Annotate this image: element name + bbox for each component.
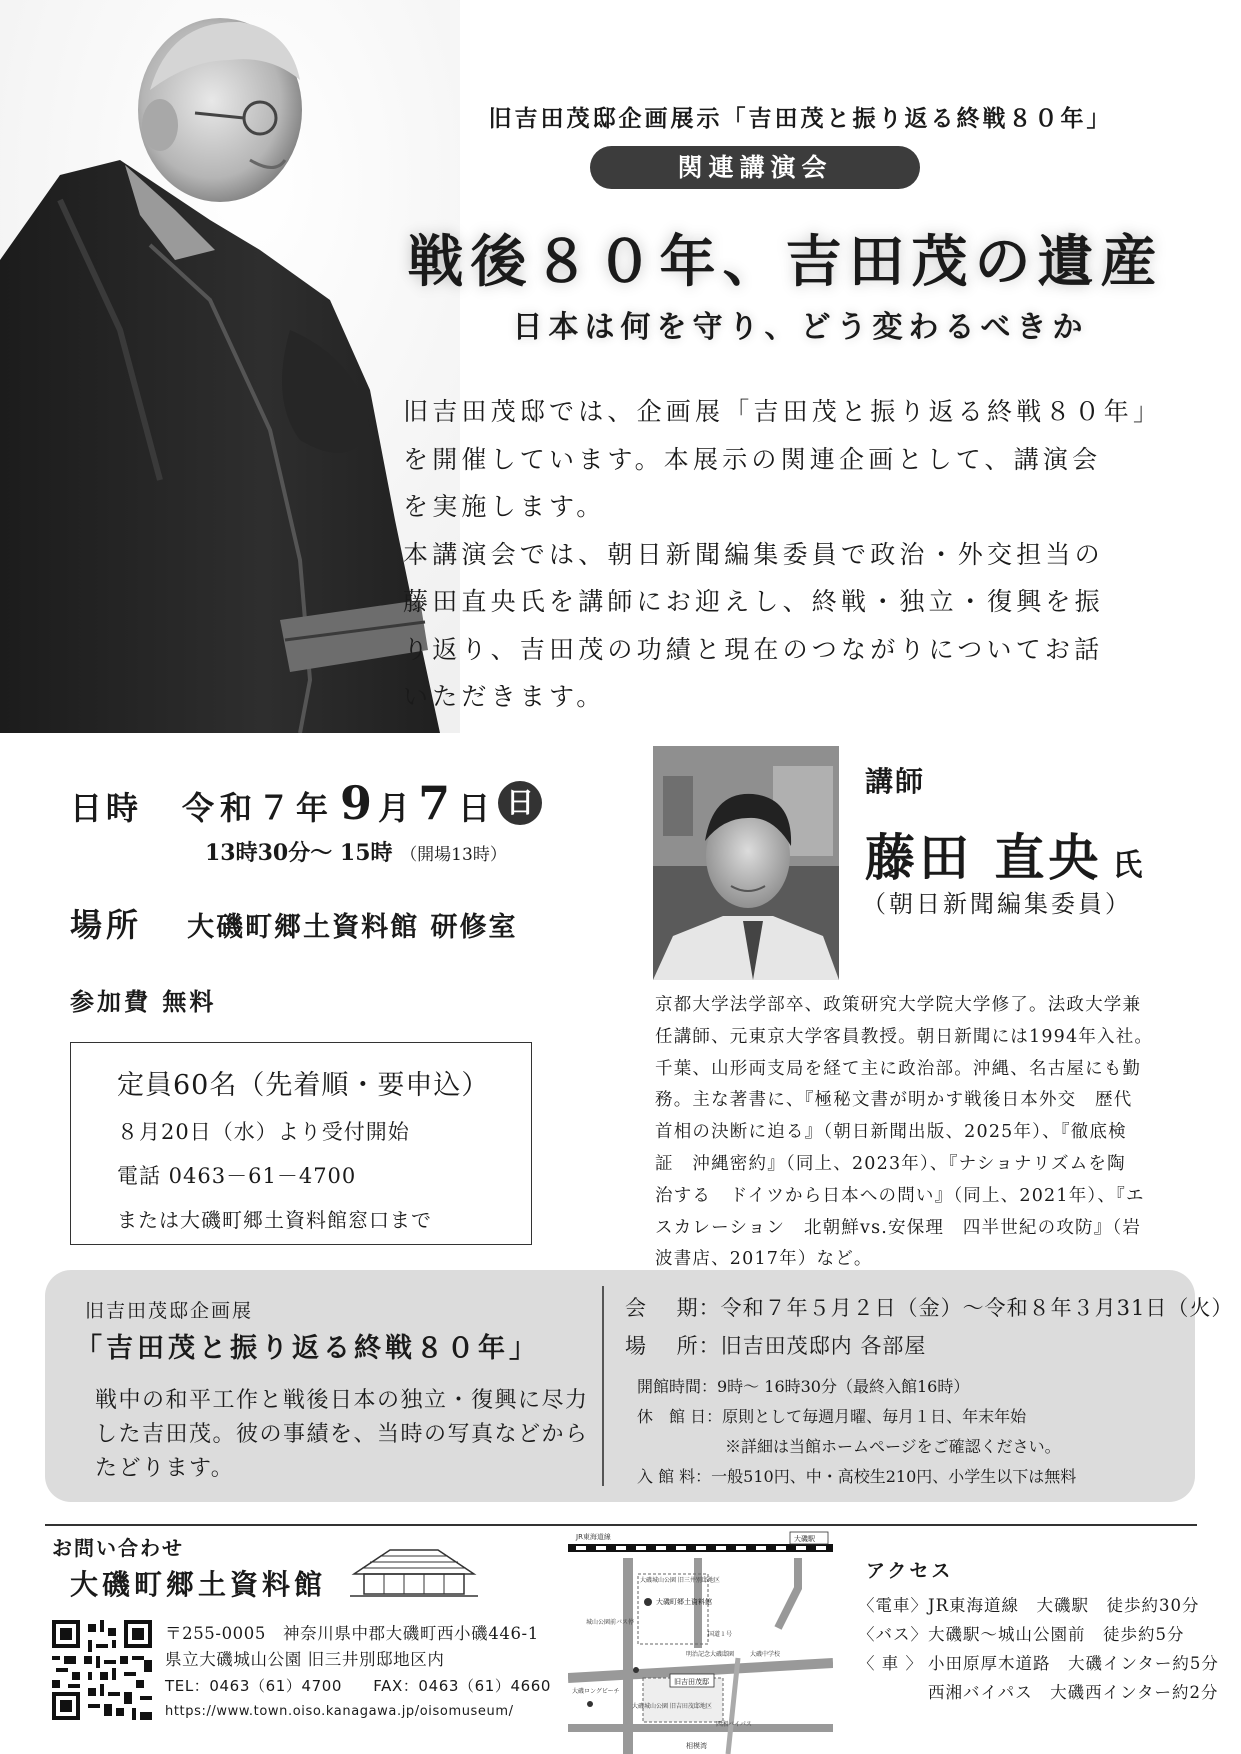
map-ito: 明治記念大磯邸園	[686, 1651, 735, 1658]
lecturer-bio	[655, 990, 1185, 1276]
bio-line: 首相の決断に迫る』（朝日新聞出版、2025年）、『徹底検	[655, 1122, 1127, 1143]
map-bypass: 西湘バイパス	[716, 1721, 752, 1728]
date-month: 月	[378, 789, 411, 827]
phone-text: 電話 0463－61－4700	[117, 1164, 357, 1188]
registration-box	[70, 1042, 532, 1245]
exhibition-description	[95, 1384, 589, 1486]
exhibition-label: 旧吉田茂邸企画展	[85, 1300, 254, 1322]
date-day-number: 7	[418, 776, 451, 830]
page-title: 戦後８０年、吉田茂の遺産	[407, 229, 1164, 295]
panel-divider	[602, 1286, 604, 1486]
map-school: 大磯中学校	[750, 1651, 781, 1658]
desc-line: した吉田茂。彼の事績を、当時の写真などから	[95, 1422, 589, 1447]
bio-line: 京都大学法学部卒、政策研究大学院大学修了。法政大学兼	[655, 995, 1142, 1015]
intro-line: いただきます。	[403, 682, 606, 711]
access-bus	[858, 1621, 1185, 1645]
museum-name: 大磯町郷土資料館	[70, 1568, 327, 1601]
access-train	[858, 1592, 1200, 1616]
lecturer-name	[865, 818, 1146, 890]
contact-label: お問い合わせ	[52, 1536, 184, 1560]
exhibition-panel	[45, 1270, 1234, 1502]
access-route: 小田原厚木道路 大磯インター約5分	[928, 1654, 1219, 1673]
window-text: または大磯町郷土資料館窓口まで	[117, 1208, 432, 1232]
intro-line: り返り、吉田茂の功績と現在のつながりについてお話	[403, 634, 1104, 664]
bio-line: スカレーション 北朝鮮vs.安保理 四半世紀の攻防』（岩	[655, 1217, 1142, 1238]
event-place	[70, 900, 518, 946]
exhibition-closed-note: ※詳細は当館ホームページをご確認ください。	[725, 1437, 1061, 1456]
intro-line: を開催しています。本展示の関連企画として、講演会	[403, 444, 1102, 474]
place-value: 大磯町郷土資料館 研修室	[187, 912, 518, 943]
bio-line: 波書店、2017年）など。	[655, 1249, 873, 1270]
exhibition-title: 「吉田茂と振り返る終戦８０年」	[75, 1333, 540, 1364]
map-station: 大磯駅	[794, 1535, 815, 1543]
intro-line: 本講演会では、朝日新聞編集委員で政治・外交担当の	[403, 539, 1104, 569]
exhibition-admission: 入 館 料：一般510円、中・高校生210円、小学生以下は無料	[637, 1467, 1077, 1486]
access-route: JR東海道線 大磯駅 徒歩約30分	[928, 1596, 1200, 1615]
access-car-2	[858, 1679, 1219, 1703]
museum-building-icon	[350, 1546, 478, 1598]
access-label: アクセス	[866, 1560, 954, 1582]
map-highway: 国道１号	[708, 1631, 733, 1638]
date-day: 日	[458, 789, 491, 827]
bio-line: 治する ドイツから日本への問い』（同上、2021年）、『エ	[655, 1185, 1145, 1206]
map-sea: 相模湾	[686, 1742, 707, 1750]
exhibition-venue: 場 所：旧吉田茂邸内 各部屋	[625, 1334, 927, 1358]
intro-line: を実施します。	[403, 492, 606, 521]
capacity-text: 定員60名（先着順・要申込）	[117, 1070, 490, 1101]
bio-line: 務。主な著書に、『極秘文書が明かす戦後日本外交 歴代	[655, 1090, 1133, 1111]
bio-line: 千葉、山形両支局を経て主に政治部。沖縄、名古屋にも勤	[655, 1058, 1142, 1079]
page-subtitle: 日本は何を守り、どう変わるべきか	[512, 310, 1089, 345]
map-bus-stop: 城山公園前バス停	[586, 1619, 635, 1626]
event-time	[205, 836, 507, 867]
map-park-north: 大磯城山公園 旧三井別邸地区	[640, 1577, 720, 1584]
access-mode: 〈 車 〉	[858, 1654, 923, 1673]
intro-line: 旧吉田茂邸では、企画展「吉田茂と振り返る終戦８０年」	[403, 397, 1163, 426]
event-type-pill: 関連講演会	[590, 146, 920, 189]
weekday-badge: 日	[498, 781, 542, 825]
intro-line: 藤田直央氏を講師にお迎えし、終戦・独立・復興を振	[403, 587, 1104, 616]
access-route: 西湘バイパス 大磯西インター約2分	[928, 1683, 1219, 1702]
lecturer-name-text: 藤田 直央	[865, 828, 1103, 887]
phone-fax: TEL：0463（61）4700 FAX：0463（61）4660	[165, 1677, 552, 1695]
lecturer-photo	[653, 746, 839, 980]
date-label: 日時	[70, 789, 143, 827]
date-era: 令和７年	[182, 789, 335, 827]
footer-divider	[45, 1524, 1197, 1526]
time-note: （開場13時）	[400, 845, 507, 865]
map-jr-line: JR東海道線	[576, 1533, 611, 1541]
date-month-number: 9	[340, 776, 373, 830]
exhibition-hours: 開館時間：9時～ 16時30分（最終入館16時）	[637, 1377, 970, 1396]
place-label: 場所	[70, 906, 143, 944]
lecturer-role: 講師	[865, 765, 926, 798]
desc-line: たどります。	[95, 1456, 235, 1481]
reception-text: ８月20日（水）より受付開始	[117, 1120, 410, 1144]
fee-value: 無料	[162, 987, 217, 1016]
access-route: 大磯駅～城山公園前 徒歩約5分	[928, 1625, 1185, 1644]
access-map	[568, 1528, 833, 1754]
bio-line: 証 沖縄密約』（同上、2023年）、『ナショナリズムを陶	[655, 1153, 1126, 1174]
address-line-2: 県立大磯城山公園 旧三井別邸地区内	[165, 1650, 445, 1669]
time-range: 13時30分～ 15時	[205, 840, 393, 866]
map-museum: 大磯町郷土資料館	[656, 1598, 712, 1606]
lecturer-honorific: 氏	[1112, 848, 1147, 883]
qr-code-icon[interactable]	[52, 1620, 152, 1720]
access-mode: 〈電車〉	[858, 1596, 928, 1615]
exhibit-heading: 旧吉田茂邸企画展示「吉田茂と振り返る終戦８０年」	[488, 105, 1113, 132]
website-link[interactable]: https://www.town.oiso.kanagawa.jp/oisomuseum/	[165, 1704, 514, 1719]
desc-line: 戦中の和平工作と戦後日本の独立・復興に尽力	[95, 1388, 589, 1413]
exhibition-period: 会 期：令和７年５月２日（金）～令和８年３月31日（火）	[625, 1296, 1234, 1320]
event-date	[70, 776, 542, 830]
access-mode: 〈バス〉	[858, 1625, 928, 1644]
fee-label: 参加費	[70, 987, 151, 1016]
exhibition-closed: 休 館 日：原則として毎週月曜、毎月１日、年末年始	[637, 1407, 1027, 1426]
access-car	[858, 1650, 1219, 1674]
intro-text	[403, 388, 1183, 721]
lecturer-affiliation: （朝日新聞編集委員）	[862, 890, 1132, 918]
bio-line: 任講師、元東京大学客員教授。朝日新聞には1994年入社。	[655, 1026, 1154, 1047]
map-yoshida: 旧吉田茂邸	[674, 1678, 709, 1686]
event-fee	[70, 982, 216, 1017]
address-line-1: 〒255-0005 神奈川県中郡大磯町西小磯446-1	[165, 1624, 539, 1643]
map-beach: 大磯ロングビーチ	[572, 1688, 620, 1695]
hero-section	[0, 0, 1241, 733]
map-park-south: 大磯城山公園 旧吉田茂邸地区	[632, 1703, 712, 1710]
